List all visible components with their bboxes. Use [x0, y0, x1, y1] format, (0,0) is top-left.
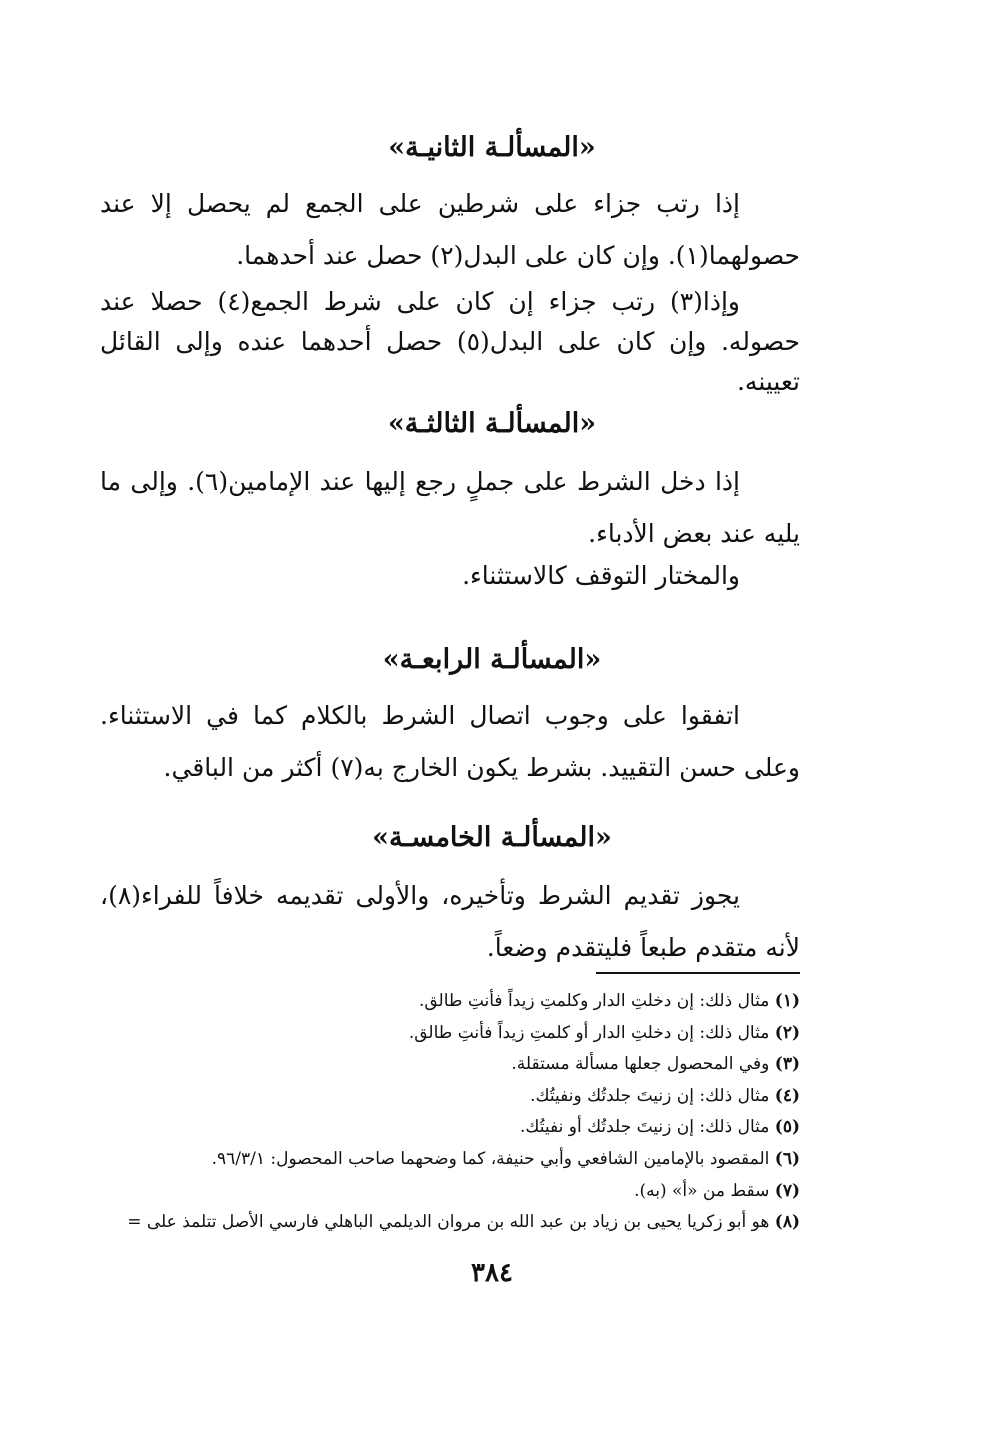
- footnote-text: هو أبو زكريا يحيى بن زياد بن عبد الله بن مروان الديلمي الباهلي فارسي الأصل تتلمذ على =: [127, 1212, 770, 1233]
- footnote-text: مثال ذلك: إن زنيتَ جلدتُك ونفيتُك.: [530, 1085, 770, 1106]
- footnote: [100, 1207, 800, 1239]
- footnote: [100, 1112, 800, 1144]
- section-heading: «المسألـة الثانيـة»: [388, 132, 596, 163]
- footnote: [100, 986, 800, 1018]
- section-heading: «المسألـة الثالثـة»: [387, 408, 597, 439]
- section-heading: «المسألـة الخامسـة»: [372, 822, 612, 853]
- footnote: [100, 1049, 800, 1081]
- footnote-number: (٣): [774, 1054, 800, 1075]
- footnote-text: مثال ذلك: إن دخلتِ الدار وكلمتِ زيداً فأنتِ طالق.: [418, 991, 770, 1011]
- footnotes: [100, 986, 800, 1239]
- footnote-number: (٨): [774, 1212, 800, 1233]
- footnote-number: (١): [774, 991, 800, 1011]
- footnote: [100, 1081, 800, 1113]
- section-heading: «المسألـة الرابعـة»: [382, 644, 602, 675]
- footnote-text: وفي المحصول جعلها مسألة مستقلة.: [511, 1054, 770, 1075]
- paragraph: والمختار التوقف كالاستثناء.: [462, 561, 740, 590]
- paragraph: إذا دخل الشرط على جملٍ رجع إليها عند الإمامين(٦). وإلى ما يليه عند بعض الأدباء.: [100, 467, 800, 548]
- paragraph: يجوز تقديم الشرط وتأخيره، والأولى تقديمه خلافاً للفراء(٨)، لأنه متقدم طبعاً فليتقدم وضعاً.: [100, 881, 800, 962]
- footnote-text: مثال ذلك: إن زنيتَ جلدتُك أو نفيتُك.: [520, 1117, 770, 1138]
- footnote: [100, 1176, 800, 1208]
- footnote-separator: [596, 972, 800, 974]
- paragraph: إذا رتب جزاء على شرطين على الجمع لم يحصل إلا عند حصولهما(١). وإن كان على البدل(٢) حصل عند أحدهما.: [100, 189, 800, 270]
- footnote: [100, 1018, 800, 1050]
- paragraph: اتفقوا على وجوب اتصال الشرط بالكلام كما في الاستثناء. وعلى حسن التقييد. بشرط يكون الخارج به(٧) أكثر من الباقي.: [100, 701, 800, 782]
- footnote-text: سقط من «أ» (به).: [634, 1180, 770, 1201]
- page-number: ٣٨٤: [471, 1258, 513, 1288]
- footnote-number: (٢): [774, 1022, 800, 1043]
- footnote-number: (٧): [774, 1180, 800, 1201]
- paragraph: وإذا(٣) رتب جزاء إن كان على شرط الجمع(٤) حصلا عند حصوله. وإن كان على البدل(٥) حصل أحدهما عنده وإلى القائل تعيينه.: [100, 287, 800, 396]
- footnote-number: (٦): [774, 1148, 800, 1169]
- footnote-number: (٥): [774, 1117, 800, 1138]
- footnote-number: (٤): [774, 1085, 800, 1106]
- footnote: [100, 1144, 800, 1176]
- footnote-text: المقصود بالإمامين الشافعي وأبي حنيفة، كما وضحهما صاحب المحصول: ٩٦/٣/١.: [211, 1148, 770, 1169]
- footnote-text: مثال ذلك: إن دخلتِ الدار أو كلمتِ زيداً فأنتِ طالق.: [408, 1022, 770, 1043]
